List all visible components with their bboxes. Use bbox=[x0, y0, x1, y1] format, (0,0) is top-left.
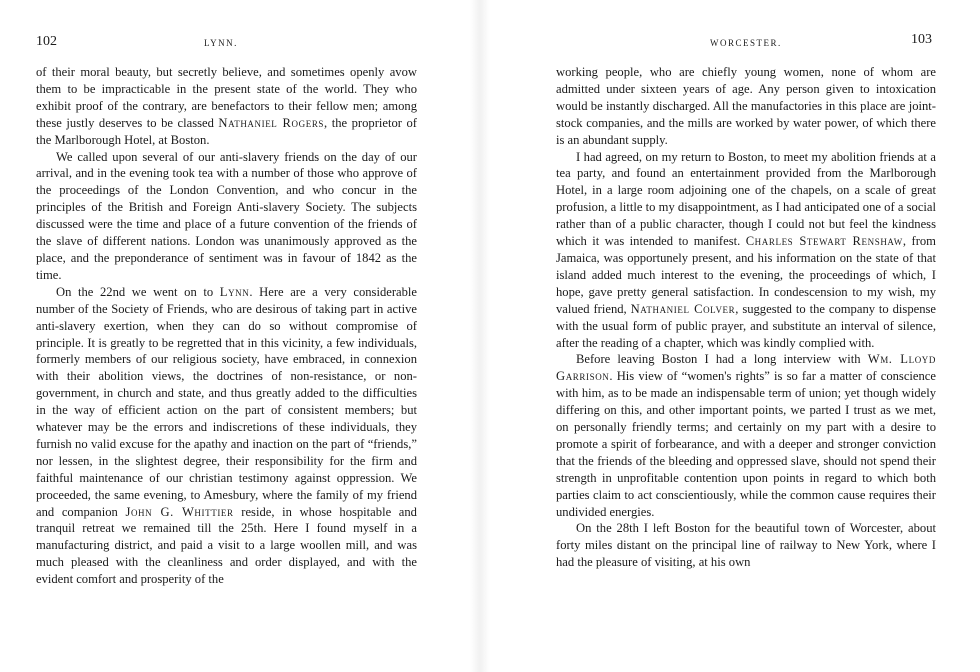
page-number-right: 103 bbox=[911, 32, 932, 47]
running-head-right: WORCESTER. bbox=[710, 38, 782, 48]
paragraph-text: On the 28th I left Boston for the beautiful town of Worcester, about forty miles distant on the principal line of railway to New York, where I had the pleasure of visiting, at his own bbox=[556, 521, 936, 570]
paragraph bbox=[36, 64, 417, 149]
paragraph bbox=[556, 520, 936, 571]
paragraph-text: I had agreed, on my return to Boston, to meet my abolition friends at a tea party, and found an entertainment provided from the Marlborough Hotel, in a large room adjoining one of the chapels, on a scale of great profusion, a little to my disappointment, as I had anticipated one of a social rather than of a public character, though I could not but feel the kindness which it was intended to manifest. bbox=[556, 149, 936, 249]
paragraph-text: of their moral beauty, but secretly believe, and sometimes openly avow them to be impracticable in the present state of the world. They who exhibit proof of the contrary, are benefactors to their fellow men; among these justly deserves to be classed bbox=[36, 65, 417, 130]
paragraph bbox=[36, 149, 417, 284]
running-head-left: LYNN. bbox=[204, 38, 238, 48]
left-page bbox=[0, 0, 470, 672]
paragraph bbox=[36, 284, 417, 588]
person-or-place-name: Wm. Lloyd Garrison bbox=[556, 352, 936, 384]
left-page-text bbox=[36, 64, 417, 588]
paragraph bbox=[556, 351, 936, 520]
right-page-text bbox=[556, 64, 936, 571]
person-or-place-name: Lynn bbox=[219, 284, 250, 299]
paragraph-text: . His view of “women's rights” is so far a matter of conscience with him, as to be made an indispensable term of union; yet though widely differing on this, and other important points, we parted I trust as we met, on personally friendly terms; and certainly on my part with a desire to promote a spirit of forbearance, and with a deeper and stronger conviction that the friends of the bleeding and oppressed slave, should not spend their strength in unprofitable contention upon points in regard to which both parties claim to act conscientiously, while the common cause requires their undivided energies. bbox=[556, 369, 936, 519]
paragraph bbox=[556, 64, 936, 149]
person-or-place-name: John G. Whittier bbox=[125, 504, 234, 519]
person-or-place-name: Charles Stewart Renshaw bbox=[745, 234, 903, 249]
paragraph-text: , suggested to the company to dispense with the usual form of public prayer, and substitute an interval of silence, after the reading of a chapter, which was kindly complied with. bbox=[556, 301, 937, 350]
paragraph-text: On the 22nd we went on to bbox=[56, 284, 220, 299]
person-or-place-name: Nathaniel Rogers bbox=[218, 115, 325, 130]
paragraph-text: Before leaving Boston I had a long interview with bbox=[576, 352, 868, 367]
book-gutter bbox=[470, 0, 490, 672]
paragraph-text: We called upon several of our anti-slavery friends on the day of our arrival, and in the evening took tea with a number of those who approve of the proceedings of the London Convention, and who concur in the principles of the British and Foreign Anti-slavery Society. The subjects discussed were the time and place of a future convention of the friends of the slave of different nations. London was unanimously approved as the place, and the preponderance of sentiment was in favour of 1842 as the time. bbox=[36, 149, 417, 282]
right-page bbox=[490, 0, 980, 672]
paragraph bbox=[556, 149, 936, 352]
paragraph-text: working people, who are chiefly young women, none of whom are admitted under sixteen years of age. Any person given to intoxication would be instantly discharged. All the manufactories in this place are joint-stock companies, and the mills are worked by water power, of which there is an abundant supply. bbox=[556, 65, 936, 147]
paragraph-text: , the proprietor of the Marlborough Hotel, at Boston. bbox=[36, 115, 417, 147]
page-number-left: 102 bbox=[36, 34, 57, 49]
paragraph-text: . Here are a very considerable number of the Society of Friends, who are desirous of taking part in active anti-slavery exertion, when they can do so without compromise of principle. It is greatly to be regretted that in this vicinity, a few individuals, formerly members of our religious society, have embraced, in connexion with their abolition views, the doctrines of non-resistance, or non-government, in church and state, and thus greatly added to the difficulties in the way of efficient action on the part of consistent members; but whatever may be the errors and indiscretions of these individuals, they furnish no valid excuse for the apathy and inaction on the part of “friends,” nor lessen, in the slightest degree, their responsibility for the firm and faithful maintenance of our christian testimony against oppression. We proceeded, the same evening, to Amesbury, where the family of my friend and companion bbox=[36, 284, 418, 519]
person-or-place-name: Nathaniel Colver bbox=[630, 301, 736, 316]
paragraph-text: , from Jamaica, was opportunely present, and his information on the state of that island added much interest to the evening, the proceedings of which, I hope, gave pretty general satisfaction. In condescension to my wish, my valued friend, bbox=[556, 234, 936, 316]
paragraph-text: reside, in whose hospitable and tranquil retreat we remained till the 25th. Here I found myself in a manufacturing district, and paid a visit to a large woollen mill, and was much pleased with the cleanliness and order displayed, and with the evident comfort and prosperity of the bbox=[36, 504, 417, 587]
